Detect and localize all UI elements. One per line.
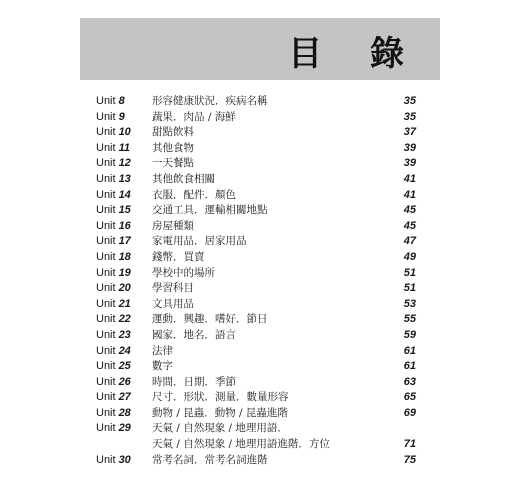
toc-entry	[96, 328, 416, 344]
unit-label	[96, 312, 131, 328]
unit-label	[96, 390, 131, 406]
toc-entry	[96, 406, 416, 422]
unit-label	[96, 110, 125, 126]
entry-title: 其他飲食相關	[152, 172, 215, 185]
toc-entry	[96, 437, 416, 453]
unit-label	[96, 297, 131, 313]
toc-entry	[96, 281, 416, 297]
unit-word: Unit	[96, 282, 116, 295]
toc-entry	[96, 188, 416, 204]
header-banner	[80, 18, 440, 80]
unit-word: Unit	[96, 219, 116, 232]
unit-word: Unit	[96, 172, 116, 185]
toc-entry	[96, 344, 416, 360]
unit-label	[96, 94, 125, 110]
unit-number: 26	[118, 375, 131, 388]
unit-number: 20	[118, 282, 131, 295]
unit-word: Unit	[96, 344, 116, 357]
toc-entry	[96, 297, 416, 313]
unit-word: Unit	[96, 391, 116, 404]
unit-word: Unit	[96, 328, 116, 341]
entry-title: 衣服．配件．顏色	[152, 188, 236, 201]
page-number: 45	[403, 204, 416, 217]
entry-title: 形容健康狀況．疾病名稱	[152, 95, 268, 107]
unit-label	[96, 219, 131, 235]
unit-number: 19	[118, 266, 131, 279]
unit-word: Unit	[96, 126, 116, 139]
page-number: 47	[403, 235, 416, 248]
unit-number: 8	[118, 95, 125, 107]
toc-entry	[96, 312, 416, 328]
entry-title: 尺寸．形狀．測量．數量形容	[152, 391, 289, 404]
unit-number: 12	[118, 157, 131, 170]
unit-word: Unit	[96, 266, 116, 279]
unit-word: Unit	[96, 406, 116, 419]
page-number: 45	[403, 219, 416, 232]
unit-number: 15	[118, 204, 131, 217]
unit-label	[96, 172, 131, 188]
page-number: 37	[403, 126, 416, 139]
unit-label	[96, 203, 131, 219]
page-number: 59	[403, 328, 416, 341]
page-number: 61	[403, 344, 416, 357]
toc-entry	[96, 234, 416, 250]
toc-entry	[96, 390, 416, 406]
entry-title: 文具用品	[152, 297, 194, 310]
toc-entry	[96, 250, 416, 266]
unit-label	[96, 281, 131, 297]
unit-word: Unit	[96, 375, 116, 388]
unit-word: Unit	[96, 95, 116, 107]
entry-title: 學校中的場所	[152, 266, 215, 279]
unit-label	[96, 359, 131, 375]
toc-entry	[96, 219, 416, 235]
entry-title: 蔬果．肉品 / 海鮮	[152, 110, 236, 123]
unit-number: 24	[118, 344, 131, 357]
entry-title: 錢幣．買賣	[152, 250, 205, 263]
unit-word: Unit	[96, 453, 116, 466]
entry-title: 天氣 / 自然現象 / 地理用語進階．方位	[152, 438, 330, 451]
toc-entry	[96, 125, 416, 141]
toc-entry	[96, 359, 416, 375]
entry-title: 甜點飲料	[152, 126, 194, 139]
unit-label	[96, 234, 131, 250]
unit-number: 21	[118, 297, 131, 310]
unit-label	[96, 437, 99, 453]
page-number: 75	[403, 453, 416, 466]
toc-entry	[96, 94, 416, 110]
unit-label	[96, 156, 131, 172]
unit-number: 22	[118, 313, 131, 326]
unit-label	[96, 328, 131, 344]
entry-title: 家電用品．居家用品	[152, 235, 247, 248]
toc-entry	[96, 141, 416, 157]
page-number: 53	[403, 297, 416, 310]
unit-label	[96, 375, 131, 391]
unit-label	[96, 266, 131, 282]
page-number: 61	[403, 360, 416, 373]
entry-title: 天氣 / 自然現象 / 地理用語．	[152, 422, 288, 435]
toc-entry	[96, 172, 416, 188]
unit-number: 28	[118, 406, 131, 419]
unit-number: 29	[118, 422, 131, 435]
unit-word: Unit	[96, 204, 116, 217]
entry-title: 其他食物	[152, 141, 194, 154]
page-number: 65	[403, 391, 416, 404]
unit-number: 11	[118, 141, 130, 154]
page-number: 71	[403, 438, 416, 451]
unit-word: Unit	[96, 250, 116, 263]
unit-number: 14	[118, 188, 131, 201]
toc-entry	[96, 266, 416, 282]
page-number: 39	[403, 157, 416, 170]
unit-word: Unit	[96, 141, 116, 154]
unit-word: Unit	[96, 313, 116, 326]
entry-title: 交通工具．運輸相關地點	[152, 204, 268, 217]
unit-number: 18	[118, 250, 131, 263]
entry-title: 一天餐點	[152, 157, 194, 170]
page-number: 51	[403, 266, 416, 279]
page-number: 55	[403, 313, 416, 326]
unit-label	[96, 344, 131, 360]
entry-title: 常考名詞．常考名詞進階	[152, 453, 268, 466]
unit-label	[96, 188, 131, 204]
unit-number: 27	[118, 391, 131, 404]
page-title: 目 錄	[288, 34, 422, 74]
unit-label	[96, 421, 131, 437]
unit-word: Unit	[96, 360, 116, 373]
page-number: 39	[403, 141, 416, 154]
page-number: 41	[403, 188, 416, 201]
unit-number: 17	[118, 235, 131, 248]
page-number: 51	[403, 282, 416, 295]
page-number: 41	[403, 172, 416, 185]
unit-number: 13	[118, 172, 131, 185]
entry-title: 國家．地名．語言	[152, 328, 236, 341]
unit-label	[96, 141, 130, 157]
toc-entry	[96, 421, 416, 437]
entry-title: 數字	[152, 360, 173, 373]
unit-label	[96, 453, 131, 469]
unit-word: Unit	[96, 157, 116, 170]
unit-number: 30	[118, 453, 131, 466]
unit-number: 25	[118, 360, 131, 373]
toc-entry	[96, 203, 416, 219]
page-number: 49	[403, 250, 416, 263]
unit-number: 9	[118, 110, 125, 123]
unit-word: Unit	[96, 297, 116, 310]
toc-entry	[96, 453, 416, 469]
unit-label	[96, 125, 131, 141]
toc-entry	[96, 156, 416, 172]
page-number: 69	[403, 406, 416, 419]
entry-title: 運動．興趣．嗜好．節日	[152, 313, 268, 326]
entry-title: 房屋種類	[152, 219, 194, 232]
unit-word: Unit	[96, 422, 116, 435]
unit-word: Unit	[96, 235, 116, 248]
table-of-contents	[96, 94, 416, 468]
unit-label	[96, 406, 131, 422]
page-number: 35	[403, 110, 416, 123]
toc-entry	[96, 110, 416, 126]
unit-number: 10	[118, 126, 131, 139]
entry-title: 時間．日期．季節	[152, 375, 236, 388]
entry-title: 學習科目	[152, 282, 194, 295]
page-number: 63	[403, 375, 416, 388]
entry-title: 動物 / 昆蟲．動物 / 昆蟲進階	[152, 406, 288, 419]
unit-number: 16	[118, 219, 131, 232]
unit-word: Unit	[96, 188, 116, 201]
unit-number: 23	[118, 328, 131, 341]
entry-title: 法律	[152, 344, 173, 357]
unit-label	[96, 250, 131, 266]
toc-entry	[96, 375, 416, 391]
unit-word: Unit	[96, 110, 116, 123]
page-number: 35	[403, 95, 416, 107]
